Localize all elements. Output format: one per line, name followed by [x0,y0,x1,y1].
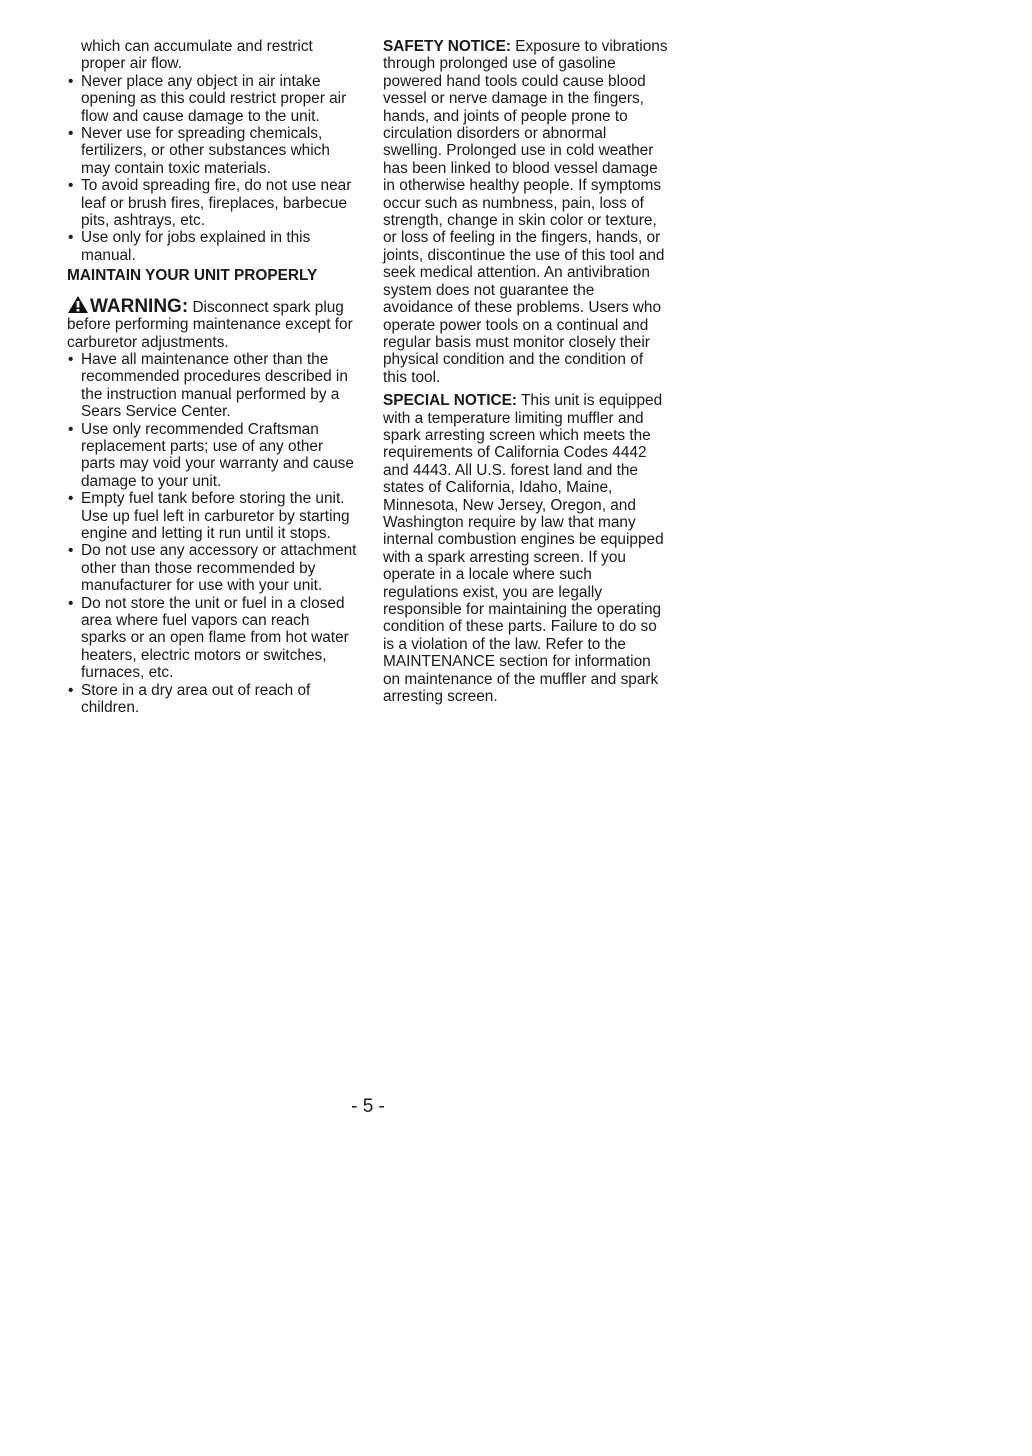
continued-bullet-text: which can accumulate and restrict proper air flow. [81,38,313,73]
warning-triangle-icon [67,295,89,314]
special-notice-label: SPECIAL NOTICE: [383,392,517,410]
list-item: • Empty fuel tank before storing the unit. Use up fuel left in carburetor by starting engine and letting it run until it stops. [67,490,359,542]
safety-notice-label: SAFETY NOTICE: [383,38,511,55]
left-column [67,38,359,716]
list-item: • Store in a dry area out of reach of children. [67,682,359,717]
warning-label: WARNING: [90,295,189,317]
maintenance-rules-list [67,351,359,717]
list-item: • To avoid spreading fire, do not use near leaf or brush fires, fireplaces, barbecue pits, ashtrays, etc. [67,177,359,229]
list-item: • Never use for spreading chemicals, fertilizers, or other substances which may contain toxic materials. [67,125,359,177]
list-item: • Never place any object in air intake opening as this could restrict proper air flow and cause damage to the unit. [67,73,359,125]
safety-rules-list [67,73,359,264]
list-item: • Have all maintenance other than the recommended procedures described in the instruction manual performed by a Sears Service Center. [67,351,359,421]
safety-notice [383,38,668,386]
section-heading: MAINTAIN YOUR UNIT PROPERLY [67,267,318,285]
list-item: • Do not store the unit or fuel in a closed area where fuel vapors can reach sparks or an open flame from hot water heaters, electric motors or switches, furnaces, etc. [67,595,359,682]
special-notice [383,392,668,705]
safety-notice-text: Exposure to vibrations through prolonged use of gasoline powered hand tools could cause blood vessel or nerve damage in the fingers, hands, and joints of people prone to circulation disorders or abnormal swelling. Prolonged use in cold weather has been linked to blood vessel damage in otherwise healthy people. If symptoms occur such as numbness, pain, loss of strength, change in skin color or texture, or loss of feeling in the fingers, hands, or joints, discontinue the use of this tool and seek medical attention. An antivibration system does not guarantee the avoidance of these problems. Users who operate power tools on a continual and regular basis must monitor closely their physical condition and the condition of this tool. [383,38,668,386]
list-item: • Do not use any accessory or attachment other than those recommended by manufacturer for use with your unit. [67,542,359,594]
page-number: - 5 - [351,1096,385,1117]
warning-text: Disconnect spark plug before performing maintenance except for carburetor adjustments. [67,298,353,351]
right-column [383,38,668,705]
list-item: • Use only recommended Craftsman replacement parts; use of any other parts may void your warranty and cause damage to your unit. [67,421,359,491]
warning-block [67,295,359,351]
special-notice-text: This unit is equipped with a temperature limiting muffler and spark arresting screen which meets the requirements of California Codes 4442 and 4443. All U.S. forest land and the states of California, Idaho, Maine, Minnesota, New Jersey, Oregon, and Washington require by law that many internal combustion engines be equipped with a spark arresting screen. If you operate in a locale where such regulations exist, you are legally responsible for maintaining the operating condition of these parts. Failure to do so is a violation of the law. Refer to the MAINTENANCE section for information on maintenance of the muffler and spark arresting screen. [383,392,664,706]
list-item: • Use only for jobs explained in this manual. [67,229,359,264]
